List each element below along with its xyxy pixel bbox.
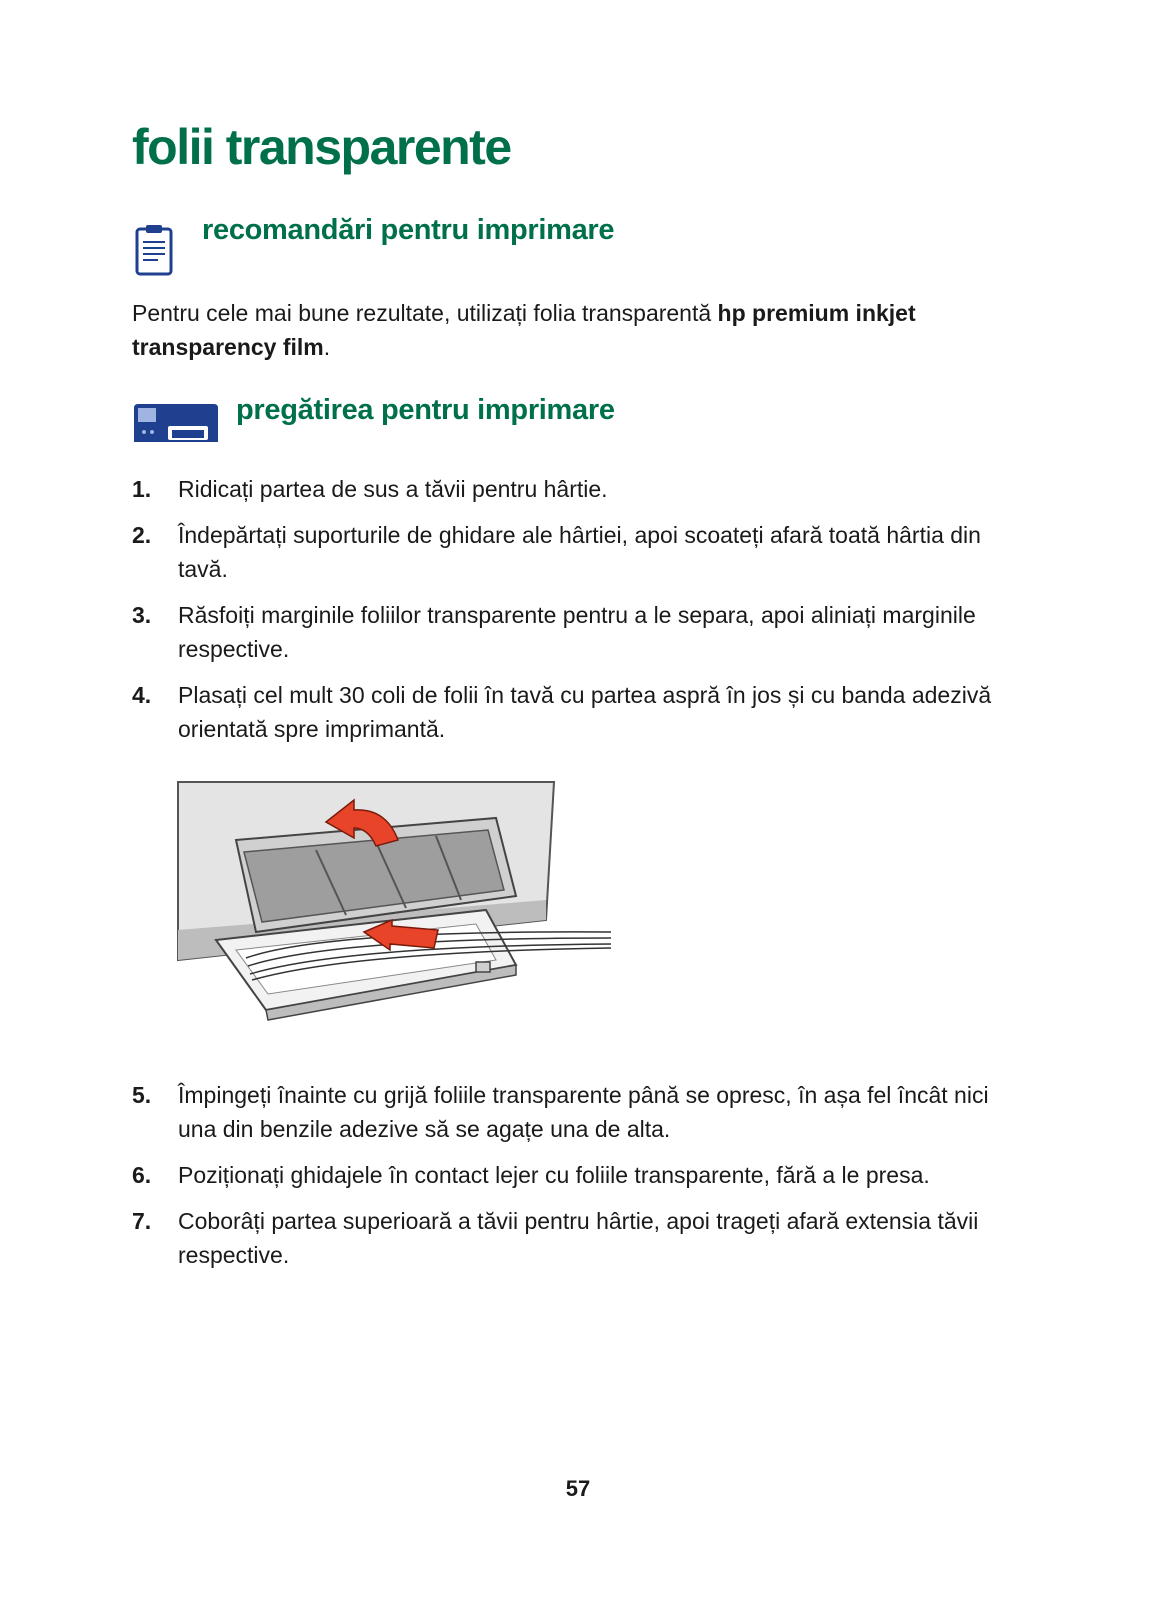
step-text: Îndepărtați suporturile de ghidare ale hârtiei, apoi scoateți afară toată hârtia din tavă. [178, 522, 981, 582]
step-number: 6. [132, 1162, 152, 1188]
list-item [132, 1204, 1032, 1272]
recommendations-text: Pentru cele mai bune rezultate, utilizați folia transparentă [132, 300, 718, 326]
recommendations-heading: recomandări pentru imprimare [202, 214, 615, 246]
page-title: folii transparente [132, 119, 511, 175]
list-item [132, 472, 1032, 506]
step-number: 2. [132, 522, 152, 548]
list-item [132, 678, 1032, 746]
steps-list-2 [132, 1078, 1032, 1272]
step-text: Ridicați partea de sus a tăvii pentru hârtie. [178, 476, 608, 502]
step-number: 7. [132, 1208, 152, 1234]
step-number: 1. [132, 476, 152, 502]
recommendations-paragraph [132, 296, 1032, 364]
step-text: Împingeți înainte cu grijă foliile transparente până se opresc, în așa fel încât nici una din benzile adezive să se agațe una de alta. [178, 1082, 989, 1142]
printer-icon [132, 402, 220, 446]
list-item [132, 1078, 1032, 1146]
preparation-heading: pregătirea pentru imprimare [236, 394, 615, 426]
steps-list-1 [132, 472, 1032, 746]
step-number: 3. [132, 602, 152, 628]
product-name: hp premium inkjet transparency film [132, 300, 916, 360]
page-number: 57 [565, 1476, 591, 1501]
step-text: Plasați cel mult 30 coli de folii în tavă cu partea aspră în jos și cu banda adezivă orientată spre imprimantă. [178, 682, 992, 742]
step-number: 5. [132, 1082, 152, 1108]
list-item [132, 1158, 1032, 1192]
step-text: Răsfoiți marginile foliilor transparente pentru a le separa, apoi aliniați marginile respective. [178, 602, 976, 662]
step-text: Coborâți partea superioară a tăvii pentru hârtie, apoi trageți afară extensia tăvii respective. [178, 1208, 979, 1268]
list-item [132, 598, 1032, 666]
step-text: Poziționați ghidajele în contact lejer cu foliile transparente, fără a le presa. [178, 1162, 930, 1188]
printer-tray-illustration [176, 780, 616, 1040]
list-item [132, 518, 1032, 586]
step-number: 4. [132, 682, 152, 708]
clipboard-icon [134, 224, 174, 276]
recommendations-text-end: . [323, 334, 331, 360]
